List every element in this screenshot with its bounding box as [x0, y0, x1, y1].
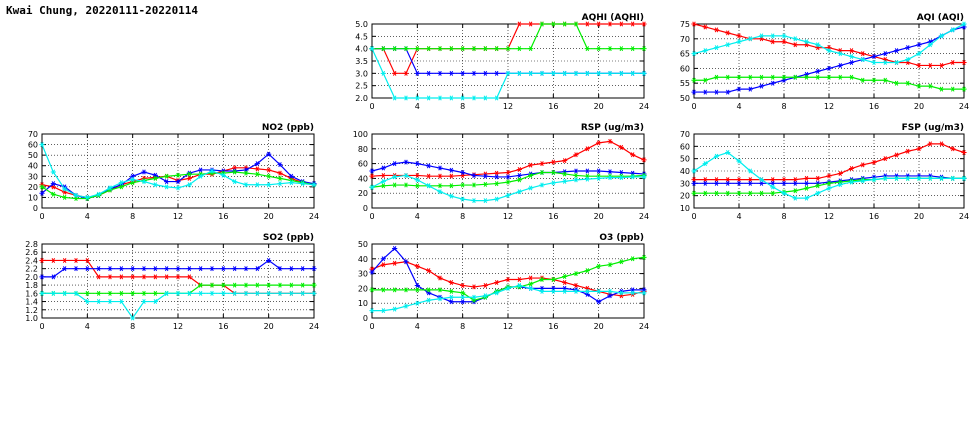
y-tick-label: 60: [357, 159, 368, 169]
x-tick-label: 24: [308, 322, 320, 331]
y-tick-label: 4.5: [355, 32, 368, 42]
chart-title: SO2 (ppb): [262, 233, 314, 243]
x-tick-label: 8: [781, 212, 787, 221]
x-tick-label: 0: [369, 102, 375, 111]
x-tick-label: 24: [958, 102, 970, 111]
chart-title: AQHI (AQHI): [581, 13, 644, 23]
x-tick-label: 8: [130, 212, 136, 221]
y-tick-label: 60: [679, 142, 690, 152]
x-tick-label: 20: [913, 102, 925, 111]
y-tick-label: 40: [357, 174, 368, 184]
y-tick-label: 3.5: [355, 57, 368, 66]
x-tick-label: 12: [823, 102, 835, 111]
y-tick-label: 2.4: [25, 256, 38, 266]
y-tick-label: 20: [679, 191, 690, 201]
y-tick-label: 20: [27, 182, 38, 192]
x-tick-label: 20: [593, 212, 604, 221]
chart-panel-no2: [8, 120, 320, 230]
x-tick-label: 16: [218, 322, 229, 331]
chart-title: AQI (AQI): [916, 13, 964, 23]
y-tick-label: 10: [357, 299, 368, 309]
y-tick-label: 0: [362, 204, 368, 213]
series-day2: [691, 25, 966, 95]
x-tick-label: 20: [913, 212, 925, 221]
x-tick-label: 12: [502, 102, 514, 111]
x-tick-label: 12: [823, 212, 835, 221]
chart-title: O3 (ppb): [599, 233, 644, 243]
x-tick-label: 16: [868, 102, 880, 111]
y-tick-label: 2.5: [355, 81, 368, 91]
x-tick-label: 8: [460, 102, 466, 111]
y-tick-label: 1.8: [25, 281, 38, 291]
x-tick-label: 20: [593, 102, 604, 111]
x-tick-label: 24: [638, 212, 650, 221]
x-tick-label: 8: [781, 102, 787, 111]
y-tick-label: 40: [679, 167, 690, 176]
chart-svg-fsp: [660, 120, 970, 230]
x-tick-label: 4: [414, 212, 420, 221]
y-tick-label: 30: [357, 269, 368, 279]
x-tick-label: 4: [84, 212, 90, 221]
x-tick-label: 16: [868, 212, 880, 221]
y-tick-label: 3.0: [355, 69, 368, 79]
y-tick-label: 2.2: [25, 264, 38, 274]
x-tick-label: 8: [460, 212, 466, 221]
x-tick-label: 0: [691, 102, 697, 111]
y-tick-label: 80: [357, 144, 368, 154]
y-tick-label: 30: [27, 172, 38, 182]
y-tick-label: 60: [27, 140, 38, 150]
y-tick-label: 2.0: [355, 94, 368, 103]
y-tick-label: 4.0: [355, 44, 368, 54]
x-tick-label: 4: [414, 322, 420, 331]
y-tick-label: 60: [679, 64, 690, 74]
y-tick-label: 1.4: [25, 297, 38, 307]
y-tick-label: 50: [679, 154, 690, 164]
x-tick-label: 16: [548, 212, 559, 221]
x-tick-label: 24: [958, 212, 970, 221]
y-tick-label: 75: [679, 20, 690, 29]
y-tick-label: 40: [357, 254, 368, 264]
x-tick-label: 12: [502, 212, 514, 221]
y-tick-label: 70: [679, 130, 690, 139]
y-tick-label: 55: [679, 79, 690, 89]
y-tick-label: 50: [357, 240, 368, 249]
y-tick-label: 70: [27, 130, 38, 139]
y-tick-label: 2.8: [25, 240, 38, 249]
x-tick-label: 4: [736, 212, 742, 221]
x-tick-label: 0: [691, 212, 697, 221]
y-tick-label: 1.0: [25, 314, 38, 323]
x-tick-label: 20: [263, 212, 274, 221]
y-tick-label: 65: [679, 49, 690, 59]
chart-svg-so2: [8, 230, 320, 340]
x-tick-label: 24: [638, 322, 650, 331]
y-tick-label: 70: [679, 34, 690, 44]
y-tick-label: 1.6: [25, 289, 38, 299]
x-tick-label: 0: [369, 212, 375, 221]
chart-svg-no2: [8, 120, 320, 230]
x-tick-label: 12: [172, 212, 184, 221]
y-tick-label: 1.2: [25, 305, 38, 315]
y-tick-label: 10: [679, 204, 690, 213]
y-tick-label: 100: [352, 130, 368, 139]
x-tick-label: 20: [593, 322, 604, 331]
chart-title: RSP (ug/m3): [580, 123, 644, 133]
y-tick-label: 0: [362, 314, 368, 323]
y-tick-label: 5.0: [355, 20, 368, 29]
y-tick-label: 50: [27, 151, 38, 161]
y-tick-label: 20: [357, 284, 368, 294]
x-tick-label: 4: [414, 102, 420, 111]
x-tick-label: 4: [84, 322, 90, 331]
x-tick-label: 0: [39, 322, 45, 331]
y-tick-label: 2.0: [25, 272, 38, 282]
chart-svg-o3: [338, 230, 650, 340]
x-tick-label: 8: [460, 322, 466, 331]
page-title: Kwai Chung, 20220111-20220114: [6, 4, 199, 17]
chart-panel-rsp: [338, 120, 650, 230]
chart-svg-rsp: [338, 120, 650, 230]
x-tick-label: 24: [638, 102, 650, 111]
chart-svg-aqi: [660, 10, 970, 120]
chart-panel-so2: [8, 230, 320, 340]
x-tick-label: 0: [369, 322, 375, 331]
y-tick-label: 40: [27, 161, 38, 171]
chart-panel-o3: [338, 230, 650, 340]
y-tick-label: 10: [27, 193, 38, 203]
chart-title: NO2 (ppb): [261, 123, 314, 133]
x-tick-label: 16: [218, 212, 229, 221]
chart-title: FSP (ug/m3): [901, 123, 964, 133]
y-tick-label: 0: [32, 204, 38, 213]
chart-panel-aqhi: [338, 10, 650, 120]
y-tick-label: 20: [357, 189, 368, 199]
x-tick-label: 16: [548, 102, 559, 111]
x-tick-label: 24: [308, 212, 320, 221]
x-tick-label: 0: [39, 212, 45, 221]
y-tick-label: 50: [679, 94, 690, 103]
x-tick-label: 20: [263, 322, 274, 331]
chart-svg-aqhi: [338, 10, 650, 120]
y-tick-label: 2.6: [25, 248, 38, 258]
x-tick-label: 16: [548, 322, 559, 331]
chart-panel-fsp: [660, 120, 970, 230]
x-tick-label: 12: [172, 322, 184, 331]
x-tick-label: 4: [736, 102, 742, 111]
y-tick-label: 30: [679, 179, 690, 189]
x-tick-label: 12: [502, 322, 514, 331]
chart-panel-aqi: [660, 10, 970, 120]
x-tick-label: 8: [130, 322, 136, 331]
